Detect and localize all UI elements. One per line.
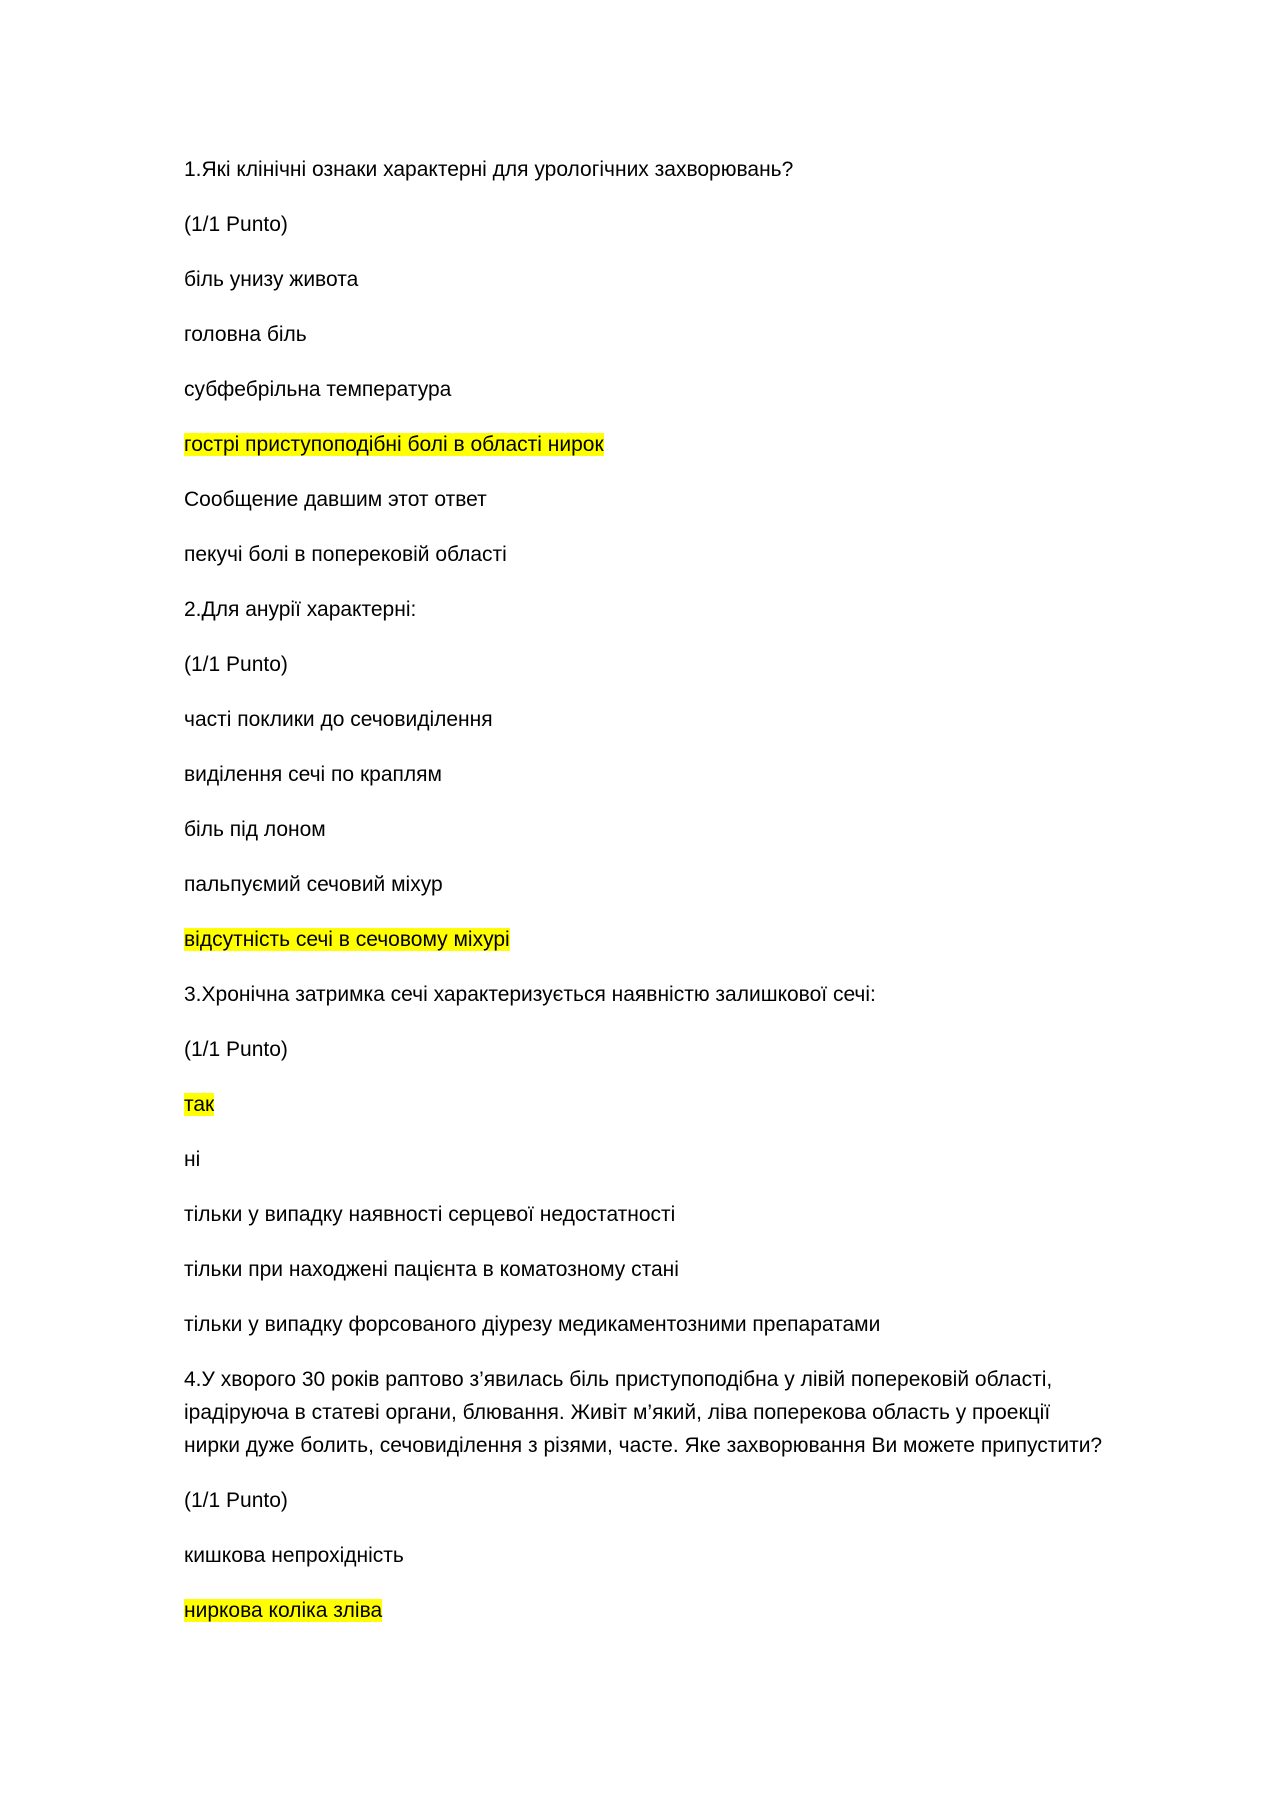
option-paragraph bbox=[184, 538, 1104, 571]
option-paragraph bbox=[184, 758, 1104, 791]
option-text: виділення сечі по краплям bbox=[184, 763, 442, 786]
question-text: 1.Які клінічні ознаки характерні для урологічних захворювань? bbox=[184, 158, 794, 181]
option-text: так bbox=[184, 1093, 215, 1116]
points-paragraph bbox=[184, 1033, 1104, 1066]
option-paragraph bbox=[184, 703, 1104, 736]
option-text: кишкова непрохідність bbox=[184, 1544, 404, 1567]
option-paragraph bbox=[184, 868, 1104, 901]
option-paragraph bbox=[184, 318, 1104, 351]
question-text: 2.Для анурії характерні: bbox=[184, 598, 417, 621]
option-text: пекучі болі в поперековій області bbox=[184, 543, 507, 566]
option-paragraph-highlighted bbox=[184, 1088, 1104, 1121]
points-text: (1/1 Punto) bbox=[184, 1038, 288, 1061]
option-paragraph-highlighted bbox=[184, 923, 1104, 956]
question-paragraph bbox=[184, 978, 1104, 1011]
option-text: тільки у випадку наявності серцевої недостатності bbox=[184, 1203, 676, 1226]
points-paragraph bbox=[184, 1484, 1104, 1517]
points-text: (1/1 Punto) bbox=[184, 1489, 288, 1512]
question-text: 4.У хворого 30 років раптово з’явилась біль приступоподібна у лівій поперековій області, ірадіруюча в статеві органи, блювання. Живіт м’який, ліва поперекова область у проекції нирки дуже болить, сечовиділення з різями, часте. Яке захворювання Ви можете припустити? bbox=[184, 1368, 1103, 1457]
option-paragraph bbox=[184, 373, 1104, 406]
points-paragraph bbox=[184, 648, 1104, 681]
option-paragraph bbox=[184, 1198, 1104, 1231]
document-body bbox=[184, 153, 1104, 1649]
option-text: ні bbox=[184, 1148, 201, 1171]
option-paragraph bbox=[184, 1253, 1104, 1286]
option-text: субфебрільна температура bbox=[184, 378, 452, 401]
option-paragraph bbox=[184, 1308, 1104, 1341]
points-paragraph bbox=[184, 208, 1104, 241]
option-text: пальпуємий сечовий міхур bbox=[184, 873, 443, 896]
option-text: ниркова коліка зліва bbox=[184, 1599, 383, 1622]
question-paragraph bbox=[184, 593, 1104, 626]
points-text: (1/1 Punto) bbox=[184, 653, 288, 676]
option-paragraph-highlighted bbox=[184, 428, 1104, 461]
option-paragraph-highlighted bbox=[184, 1594, 1104, 1627]
option-text: головна біль bbox=[184, 323, 307, 346]
question-text: 3.Хронічна затримка сечі характеризується наявністю залишкової сечі: bbox=[184, 983, 876, 1006]
option-text: біль під лоном bbox=[184, 818, 326, 841]
option-text: відсутність сечі в сечовому міхурі bbox=[184, 928, 510, 951]
option-text: часті поклики до сечовиділення bbox=[184, 708, 493, 731]
points-text: (1/1 Punto) bbox=[184, 213, 288, 236]
option-text: біль унизу живота bbox=[184, 268, 359, 291]
option-paragraph bbox=[184, 1143, 1104, 1176]
option-text: тільки при находжені пацієнта в коматозному стані bbox=[184, 1258, 679, 1281]
note-paragraph bbox=[184, 483, 1104, 516]
option-text: гострі приступоподібні болі в області нирок bbox=[184, 433, 604, 456]
note-text: Сообщение давшим этот ответ bbox=[184, 488, 487, 511]
option-paragraph bbox=[184, 813, 1104, 846]
option-text: тільки у випадку форсованого діурезу медикаментозними препаратами bbox=[184, 1313, 881, 1336]
question-paragraph bbox=[184, 153, 1104, 186]
question-paragraph bbox=[184, 1363, 1104, 1462]
option-paragraph bbox=[184, 263, 1104, 296]
option-paragraph bbox=[184, 1539, 1104, 1572]
